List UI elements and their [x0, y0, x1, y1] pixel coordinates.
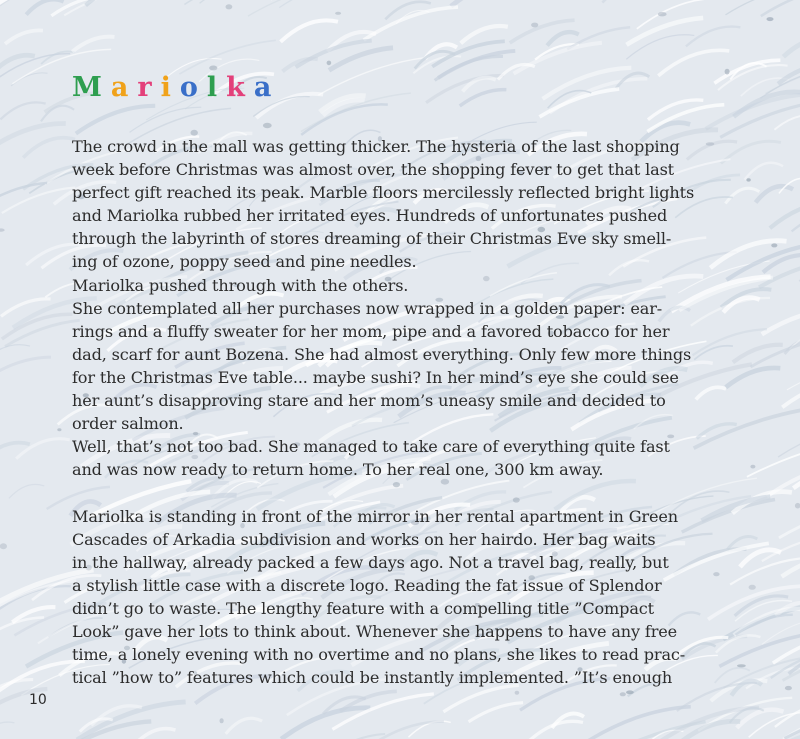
text-line: Mariolka is standing in front of the mirror in her rental apartment in Green — [72, 506, 678, 526]
text-line: week before Christmas was almost over, the shopping fever to get that last — [72, 160, 675, 180]
text-line: through the labyrinth of stores dreaming of their Christmas Eve sky smell- — [72, 229, 672, 249]
text-line: and was now ready to return home. To her real one, 300 km away. — [72, 460, 604, 480]
text-line: tical ”how to” features which could be instantly implemented. ”It’s enough — [72, 668, 673, 688]
text-line: time, a lonely evening with no overtime and no plans, she likes to read prac- — [72, 645, 686, 665]
title-letter: o — [179, 72, 198, 103]
text-line: ing of ozone, poppy seed and pine needles. — [72, 252, 417, 272]
text-line: rings and a fluffy sweater for her mom, pipe and a favored tobacco for her — [72, 321, 670, 341]
text-line: a stylish little case with a discrete logo. Reading the fat issue of Splendor — [72, 575, 662, 595]
text-line: order salmon. — [72, 414, 184, 434]
title-letter: l — [206, 72, 218, 103]
title-letter: M — [72, 72, 102, 103]
text-line: She contemplated all her purchases now wrapped in a golden paper: ear- — [72, 298, 663, 318]
title-letter: a — [253, 72, 272, 103]
text-line: perfect gift reached its peak. Marble floors mercilessly reflected bright lights — [72, 183, 695, 203]
text-line: and Mariolka rubbed her irritated eyes. Hundreds of unfortunates pushed — [72, 206, 668, 226]
text-line: her aunt’s disapproving stare and her mom’s uneasy smile and decided to — [72, 391, 666, 411]
section-break — [72, 481, 732, 504]
title-letter: k — [226, 72, 245, 103]
text-line: didn’t go to waste. The lengthy feature with a compelling title ”Compact — [72, 598, 654, 618]
text-line: Well, that’s not too bad. She managed to take care of everything quite fast — [72, 437, 670, 457]
text-line: for the Christmas Eve table... maybe sushi? In her mind’s eye she could see — [72, 367, 679, 387]
title-letter: a — [110, 72, 129, 103]
text-line: Look” gave her lots to think about. Whenever she happens to have any free — [72, 621, 678, 641]
text-line: in the hallway, already packed a few days ago. Not a travel bag, really, but — [72, 552, 669, 572]
page-number: 10 — [29, 692, 47, 708]
text-line: The crowd in the mall was getting thicker. The hysteria of the last shopping — [72, 137, 680, 156]
title-letter: i — [160, 72, 171, 103]
text-line: Mariolka pushed through with the others. — [72, 275, 409, 295]
title-letter: r — [137, 72, 152, 103]
text-line: dad, scarf for aunt Bozena. She had almost everything. Only few more things — [72, 344, 692, 364]
body-text — [72, 135, 732, 689]
text-line: Cascades of Arkadia subdivision and works on her hairdo. Her bag waits — [72, 529, 656, 549]
chapter-title — [72, 70, 280, 106]
